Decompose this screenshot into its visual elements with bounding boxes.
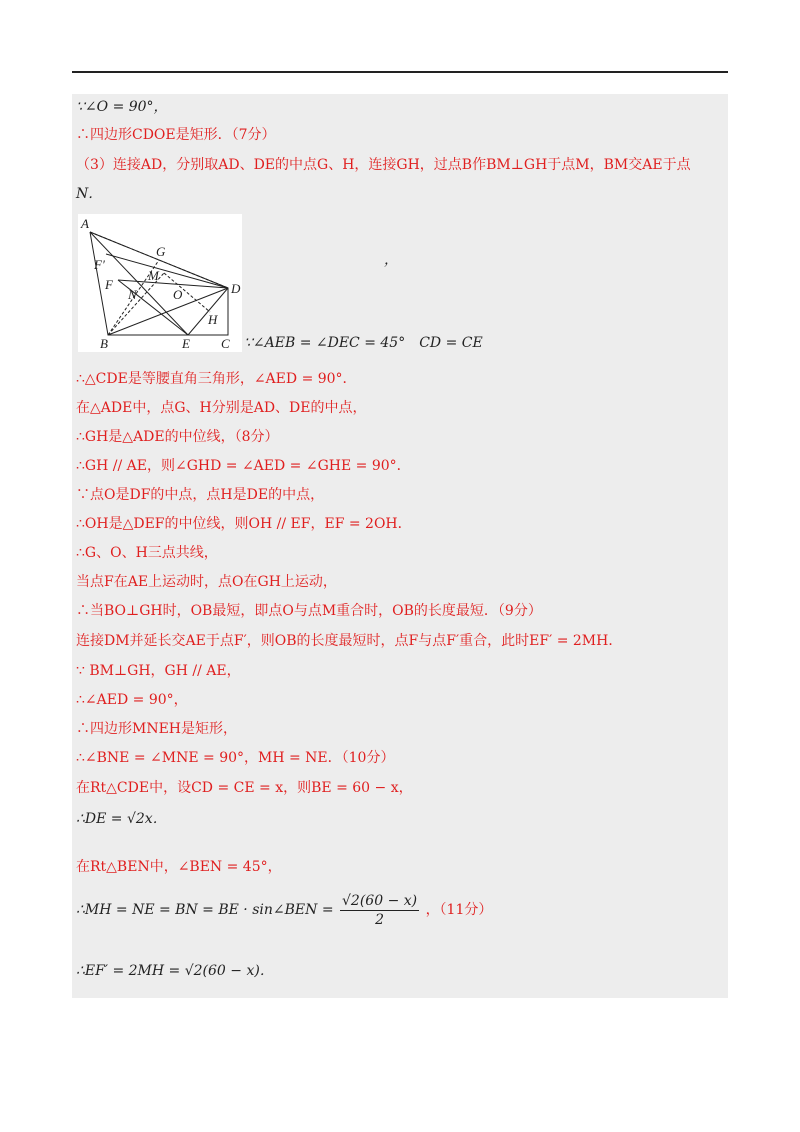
label-o: O [173,287,183,302]
label-d: D [231,281,241,296]
label-h: H [208,312,218,327]
label-n: N [128,287,137,302]
line-connect-dm: 连接DM并延长交AE于点F′，则OB的长度最短时，点F与点F′重合，此时EF′ = 2MH． [76,633,623,649]
line-midline-oh: ∴OH是△DEF的中位线，则OH // EF，EF = 2OH． [76,516,412,532]
line-de-value: ∴DE = √2x． [76,811,167,827]
label-a: A [81,216,89,231]
line-midline-gh: ∴GH是△ADE的中位线，（8分） [76,429,279,445]
label-b: B [100,336,108,351]
line-midpoints-gh: 在△ADE中，点G、H分别是AD、DE的中点， [76,400,367,416]
line-part3-construction-end: N． [76,186,103,202]
line-mh-equals-ne: ∴∠BNE = ∠MNE = 90°，MH = NE．（10分） [76,750,395,766]
solution-box [72,94,728,998]
mh-formula-lhs: ∴MH = NE = BN = BE · sin∠BEN = [76,902,334,918]
line-angle-o: ∵∠O = 90°， [76,99,168,115]
line-gh-parallel-ae: ∴GH // AE，则∠GHD = ∠AED = ∠GHE = 90°． [76,458,411,474]
label-c: C [221,336,230,351]
label-f-prime: F′ [94,257,105,272]
mh-fraction-numerator: √2(60 − x) [342,892,418,909]
line-angle-aed: ∴∠AED = 90°， [76,692,188,708]
line-set-x: 在Rt△CDE中，设CD = CE = x，则BE = 60 − x， [76,780,413,796]
line-ef-prime-value: ∴EF′ = 2MH = √2(60 − x)． [76,963,274,979]
stray-comma: ， [384,252,398,268]
label-m: M [148,268,159,283]
line-given-angles: ∵∠AEB = ∠DEC = 45° CD = CE [244,335,483,351]
label-f: F [105,277,113,292]
line-isosceles-right: ∴△CDE是等腰直角三角形，∠AED = 90°． [76,371,357,387]
line-midpoints-oh: ∵点O是DF的中点，点H是DE的中点， [76,487,325,503]
mh-formula-points: ，（11分） [425,902,493,918]
line-rectangle-mneh: ∴四边形MNEH是矩形， [76,721,238,737]
label-e: E [182,336,190,351]
line-rectangle-cdoe: ∴四边形CDOE是矩形．（7分） [76,127,276,143]
geometry-figure [78,214,242,352]
line-part3-construction: （3）连接AD，分别取AD、DE的中点G、H，连接GH，过点B作BM⊥GH于点M，BM交AE于点 [76,157,691,173]
line-collinear: ∴G、O、H三点共线， [76,545,218,561]
line-mh-formula [76,888,724,932]
line-bm-perp-gh: ∵ BM⊥GH，GH // AE， [76,663,241,679]
line-ob-shortest: ∴当BO⊥GH时，OB最短，即点O与点M重合时，OB的长度最短．（9分） [76,603,542,619]
line-o-on-gh: 当点F在AE上运动时，点O在GH上运动， [76,574,337,590]
label-g: G [156,244,166,259]
header-rule [72,71,728,73]
mh-fraction-denominator: 2 [375,911,385,928]
mh-fraction [340,892,419,929]
line-angle-ben: 在Rt△BEN中，∠BEN = 45°， [76,859,282,875]
segment-fprime-d [106,254,228,288]
segment-gh-dashed [164,273,210,312]
